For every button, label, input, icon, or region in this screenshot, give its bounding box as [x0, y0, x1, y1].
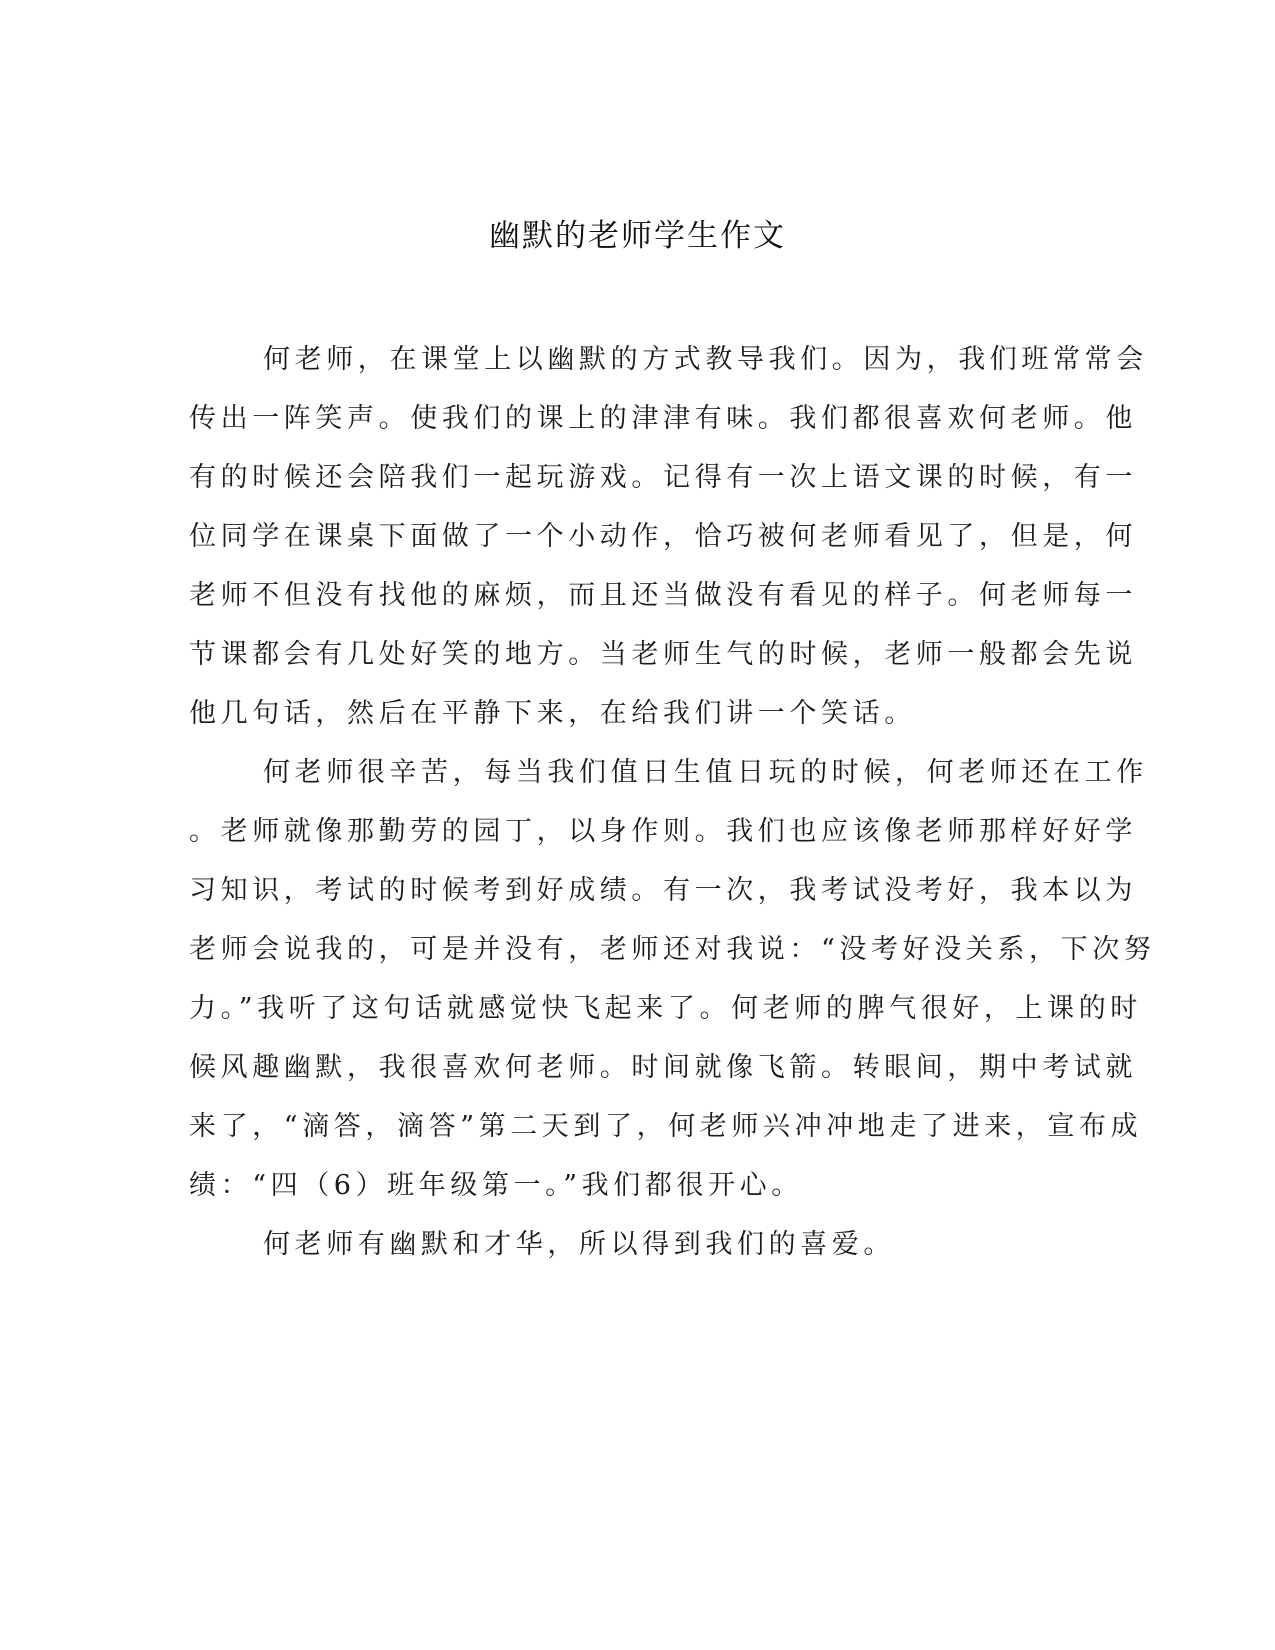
- paragraph-1-line-7: 他几句话，然后在平静下来，在给我们讲一个笑话。: [189, 698, 916, 729]
- paragraph-2-line-8: 绩：“四（6）班年级第一。”我们都很开心。: [189, 1170, 803, 1201]
- paragraph-2-line-5: 力。”我听了这句话就感觉快飞起来了。何老师的脾气很好，上课的时: [189, 993, 1142, 1024]
- paragraph-3-line-1: 何老师有幽默和才华，所以得到我们的喜爱。: [263, 1229, 895, 1260]
- paragraph-1-line-2: 传出一阵笑声。使我们的课上的津津有味。我们都很喜欢何老师。他: [189, 403, 1137, 434]
- paragraph-2-line-6: 候风趣幽默，我很喜欢何老师。时间就像飞箭。转眼间，期中考试就: [189, 1052, 1137, 1083]
- document-title: 幽默的老师学生作文: [489, 218, 786, 254]
- paragraph-1-line-4: 位同学在课桌下面做了一个小动作，恰巧被何老师看见了，但是，何: [189, 521, 1137, 552]
- paragraph-2-line-7: 来了，“滴答，滴答”第二天到了，何老师兴冲冲地走了进来，宣布成: [189, 1111, 1143, 1142]
- paragraph-1-line-3: 有的时候还会陪我们一起玩游戏。记得有一次上语文课的时候，有一: [189, 462, 1137, 493]
- paragraph-1-line-5: 老师不但没有找他的麻烦，而且还当做没有看见的样子。何老师每一: [189, 580, 1137, 611]
- paragraph-2-line-4: 老师会说我的，可是并没有，老师还对我说：“没考好没关系，下次努: [189, 934, 1156, 965]
- paragraph-2-line-3: 习知识，考试的时候考到好成绩。有一次，我考试没考好，我本以为: [189, 875, 1137, 906]
- paragraph-2-line-1: 何老师很辛苦，每当我们值日生值日玩的时候，何老师还在工作: [263, 757, 1148, 788]
- paragraph-2-line-2: 。老师就像那勤劳的园丁，以身作则。我们也应该像老师那样好好学: [189, 816, 1137, 847]
- paragraph-1-line-6: 节课都会有几处好笑的地方。当老师生气的时候，老师一般都会先说: [189, 639, 1137, 670]
- paragraph-1-line-1: 何老师，在课堂上以幽默的方式教导我们。因为，我们班常常会: [263, 344, 1148, 375]
